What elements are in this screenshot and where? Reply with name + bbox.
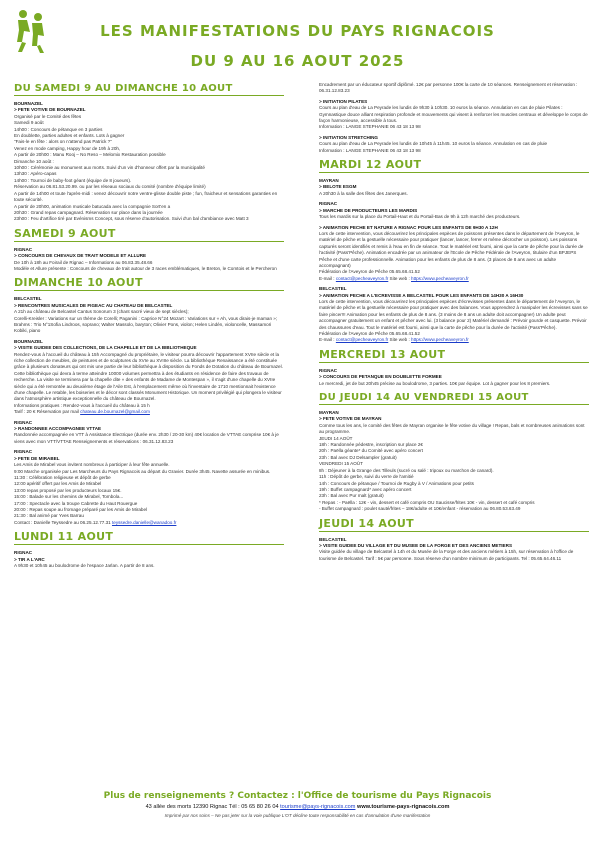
event-location: MAYRAN [319,178,339,184]
event-text-line: JEUDI 14 AOÛT [319,435,353,441]
event-location: BOURNAZEL [14,338,43,344]
website-link[interactable]: https://www.pecheaveyron.fr [411,337,469,343]
event-text-line: A 20h30 à la salle des fêtes des Janerques. [319,190,408,196]
event-text-line: 20h30 : Grand repas campagnard. Réservation sur place dans la journée [14,209,163,215]
event-block [14,550,284,569]
event-text-line: 21:30 : Bal animé par Yves Barrau [14,513,84,519]
footer [0,790,595,820]
email-link[interactable]: contact@pecheaveyron.fr [335,275,389,281]
event-block [14,296,284,334]
event-text-line: Tous les mardis sur la place du Portail-Haut et du Portail-Bas de 9h à 12h marché des producteurs. [319,214,521,220]
event-text-line: Dimanche 10 août : [14,158,54,164]
contact-label: Tarif : 20 € Réservation par mail [14,409,81,415]
event-text-line: Corelli-Kreisler : Variations sur un thème de Corelli; Paganini : Caprice N°24 Mozart : Variations sur « Ah, vous dirais-je maman »; [14,315,278,321]
event-text-line: A 9h30 et 10h45 au boulodrome de l'espace Jarlan. A partir de 8 ans. [14,562,155,568]
section-heading: JEUDI 14 AOUT [319,517,589,532]
event-contact-line [14,409,284,415]
event-location: RIGNAC [14,449,33,455]
event-block [319,537,589,563]
section-heading: DU JEUDI 14 AU VENDREDI 15 AOUT [319,391,589,405]
event-block [319,178,589,197]
section-heading: DIMANCHE 10 AOUT [14,276,284,291]
event-text-line: Visite guidée du village de Belcastel à 14h et du Musée de la Forge et des anciens métiers à 15h, sur réservation à l'office de tourisme de Belcastel. Tarif : 5€ par personne. Sous réserve d'un nombre minimum de participants. Tel : 05.65.64.46.11 [319,549,574,561]
event-text-line: Information : LANGE STEPHANIE 06 43 18 13 98 [319,124,421,130]
event-title: > FETE VOTIVE DE MAYRAN [319,416,382,422]
event-text-line: 13h30 : Apéro-capas [14,171,57,177]
event-text-line: Fédération de l'Aveyron de Pêche 05.65.68.41.52 [319,269,420,275]
event-title: > FETE DE MIRABEL [14,455,60,461]
event-title: > ANIMATION PECHE ET NATURE A RIGNAC POUR LES ENFANTS DE 9H30 A 12H [319,224,498,230]
footer-disclaimer: Imprimé par nos soins – Ne pas jeter sur la voie publique L'OT décline toute responsabilité en cas d'annulation d'une manifestation [164,813,431,818]
event-text-line: 14h : Concours de pétanque / Tournoi de Rugby à V / Animations pour petits [319,480,474,486]
email-link[interactable]: contact@pecheaveyron.fr [335,337,389,343]
footer-website[interactable]: www.tourisme-pays-rignacois.com [355,804,450,810]
event-text-line: 9:00 Marche organisée par Les Marcheurs du Pays Rignacois au départ du Gravier. Durée 3h45. Navette assurée en minibus. [14,468,271,474]
event-contact-line [14,520,284,526]
event-block [319,201,589,220]
event-text-line: 10h00 : Cérémonie au monument aux morts. Suivi d'un vin d'honneur offert par la municipalité [14,165,205,171]
event-text-line: 11h : Dépôt de gerbe, suivi du verre de l'amitié [319,474,414,480]
event-text-line: Informations pratiques : Rendez-vous à l'accueil du château à 15 h [14,402,150,408]
event-text-line: Réservation au 06.81.53.20.99. ou par les réseaux sociaux du comité (nombre d'équipe limité) [14,184,206,190]
event-block [14,339,284,416]
email-link[interactable]: chateau.de.bournazel@gmail.com [80,409,150,415]
event-title: > VISITE GUIDEE DES COLLECTIONS, DE LA CHAPELLE ET DE LA BIBLIOTHEQUE [14,345,197,351]
event-location: RIGNAC [14,419,33,425]
event-text-line: Randonnée accompagnée en VTT à Assistance Electrique (durée env. 2h30 / 20-30 km) 40€ location de VTTAE comprise 10€ à je viens avec mon VTT/VTTAE Renseignements et réservations : 06.31.12.83.23 [14,432,279,444]
event-block [319,225,589,283]
event-text-line: 19h : Buffet campagnard* avec apéro concert [319,486,412,492]
event-title: > CONCOURS DE CHEVAUX DE TRAIT MODELE ET ALLURE [14,253,147,259]
event-text-line: 18h : Randonnée pédestre, inscription sur place 2€ [319,442,423,448]
event-title: > RENCONTRES MUSICALES DE FIGEAC AU CHATEAU DE BELCASTEL [14,302,173,308]
event-text-line: Samedi 9 août [14,120,44,126]
event-location: RIGNAC [319,367,338,373]
event-text-line: Les Amis de Mirabel vous invitent nombreux à participer à leur fête annuelle. [14,462,170,468]
event-title: > INITIATION STRETCHING [319,134,378,140]
contact-label: Contact : Danielle Teyssedre au 06.25.12.77.31 [14,519,112,525]
event-text-line: En doublette, parties adultes et enfants. Lots à gagner [14,133,125,139]
event-block [319,410,589,513]
event-text-line: A 21h au château de Belcastel Cantus Sonorum 3 (chant sacré vieux de sept siècles); [14,309,189,315]
event-block [319,82,589,95]
event-title: > MARCHE DE PRODUCTEURS LES MARDIS [319,207,418,213]
event-location: BELCASTEL [14,296,42,302]
event-text-line: 23h : Bal avec Pur malt (gratuit) [319,493,384,499]
event-text-line: 8h : Déjeuner à la Grange des Tilleuls (sucré ou salé : tripoux ou marchon de canard). [319,467,494,473]
event-text-line: Organisé par le Comité des fêtes [14,113,82,119]
event-text-line: A partir de 20h00 : Manu Rooj – No Reso – Melomix Restauration possible [14,152,166,158]
event-text-line: "Fais-le en fête : alors on n'attend pas Patrick ?" [14,139,112,145]
event-text-line: Cours au plan d'eau de La Peyrade les lundis de 9h30 à 10h30. 10 euros la séance. Annulation en cas de pluie Pilates : Gymnastique douce alliant respiration profonde et mouvements qui visent à renforcer les muscles centraux et développe le corps de façon harmonieuse, accessible à tous. [319,105,588,124]
email-label: E-mail : [319,337,336,343]
section-heading: MERCREDI 13 AOUT [319,348,589,363]
website-label: Site web : [388,337,412,343]
event-block [14,247,284,273]
event-location: RIGNAC [319,201,338,207]
event-block [14,449,284,526]
event-location: RIGNAC [14,246,33,252]
event-text-line: Cours au plan d'eau de La Peyrade les lundis de 10h45 à 11h45. 10 euros la séance. Annulation en cas de pluie [319,141,548,147]
event-text-line: 13:00 repas proposé par les producteurs locaux 15€. [14,487,122,493]
page-title: LES MANIFESTATIONS DU PAYS RIGNACOIS [100,22,495,40]
event-text-line: 17:00 : Spectacle avec la troupe Cabrette du Haut Rouergue [14,500,138,506]
section-heading: SAMEDI 9 AOUT [14,227,284,242]
event-text-line: Le mercredi, jet de but 20h45 précise au boulodrome, 3 parties. 10€ par équipe. Lot à gagner pour les 8 premiers. [319,380,551,386]
event-text-line: Brahms : Trio N°1Sofia Lindroos, soprano; Walter Massolo, baryton; Olivier Pons, violon; Helen Lindén, violoncelle, Massamori Kobiki, piano [14,321,272,334]
event-block [319,135,589,154]
event-block [319,99,589,131]
event-title: > ANIMATION PECHE A L'ECREVISSE A BELCASTEL POUR LES ENFANTS DE 14H30 A 16H30 [319,292,524,298]
event-title: > BELOTE ESGM [319,184,357,190]
page-subtitle-dates: DU 9 AU 16 AOUT 2025 [190,52,405,70]
event-text-line: Encadrement par un éducateur sportif diplômé. 12€ par personne 100€ la carte de 10 séances. Renseignement et réservation : 06.31.12.83.23 [319,82,578,94]
section-heading: LUNDI 11 AOUT [14,530,284,545]
event-text-line: 20h : Paëlla géante* du Comité avec apéro concert [319,448,423,454]
event-text-line: 14h00 : Concours de pétanque en 3 parties [14,126,103,132]
event-text-line: - Buffet campagnard : poulet sauté/frites – 18€/adulte et 10€/enfant - réservation au 06.80.53.63.49 [319,506,521,512]
event-location: BOURNAZEL [14,101,43,106]
event-text-line: 14h00 : Tournoi de baby-foot géant (équipe de 8 joueurs). [14,177,132,183]
event-location: BELCASTEL [319,286,347,292]
event-block [14,420,284,446]
event-text-line: Lors de cette intervention, vous découvrirez les principales espèces de poissons présentes dans le département de l'Aveyron, le matériel de pêche et la gestuelle nécessaire pour pratiquer (lancer, lancer, ferrer et même décrocher un poisson). Les poissons capturés seront identifiés et remis à l'eau en fin de séance. Tout le matériel est fourni, ainsi que la carte de pêche pour la durée de l'activité (Pass'Pêche). Animation encadrée par un animateur de l'Ecole de Pêche Fédérale de l'Aveyron, titulaire d'un BPJEPS Pêche et d'une carte professionnelle. Animation pour les enfants de plus de 8 ans. (3 places de 8 ans avec un adulte accompagnant) [319,230,584,268]
event-block [319,368,589,387]
section-heading: DU SAMEDI 9 AU DIMANCHE 10 AOUT [14,82,284,96]
event-text-line: Rendez-vous à l'accueil du château à 15h Accompagné du propriétaire, le visiteur pourra découvrir l'appartement XVIIe siècle et la riche collection de meubles, de peintures et de sculptures du XVIe au XVIIIe siècle. La bibliothèque Renaissance a été constituée grâce à plusieurs donateurs qui ont mis une partie de leur bibliothèque à disposition du Fonds de Dotation du château de Bournazel. Cette bibliothèque qui devra à terme atteindre 10000 volumes permettra à des étudiants en résidence de faire des travaux de recherche. La visite se terminera par la chapelle dite « des enfants de Madame de Montespan », il s'agit d'une chapelle du XVIIe siècle qui a été remontée au deuxième étage de l'Aile Est, à l'emplacement même où l'inventaire de 1710 mentionnait l'existence d'une chapelle. Le retable, les boiseries et le décor sont classés Monument Historique. Un moment privilégié qui plongera le visiteur dans l'atmosphère artistique exceptionnelle du château de Bournazel. [14,351,283,402]
left-column [14,82,284,573]
event-text-line: Venez en mode camping, Happy hour de 19h à 20h, [14,145,121,151]
website-label: Site web : [388,275,412,281]
event-text-line: Information : LANGE STEPHANIE 06 43 18 13 98 [319,147,421,153]
event-contact-line [319,337,589,343]
footer-address: 43 allée des morts 12390 Rignac Tél : 05 65 80 26 04 [145,804,281,810]
event-text-line: 15:00 : Balade sur les chemins de Mirabel, Tombola... [14,494,124,500]
event-title: > RANDONNEE ACCOMPAGNEE VTTAE [14,426,102,432]
event-text-line: 20:00 : Repas soupe au fromage préparé par les Amis de Mirabel [14,506,148,512]
event-block [319,286,589,344]
event-title: > INITIATION PILATES [319,98,368,104]
event-text-line: Comme tous les ans, le comité des fêtes de Mayran organise le fête votive du village ! Repas, bals et nombreuses animations sont au programme. [319,422,585,435]
event-location: MAYRAN [319,410,339,416]
footer-contact [0,803,595,812]
event-text-line: Modèle et Allure présente : Concours de chevaux de trait autour de 3 races emblématiques, le Breton, le Comtois et le Percheron [14,265,277,271]
event-text-line: 11:30 : Célébration religieuse et dépôt de gerbe [14,474,111,480]
event-text-line: De 10h à 18h au Foirail de Rignac – Informations au 06.83.35.48.66 [14,259,153,265]
event-text-line: Fédération de l'Aveyron de Pêche 05.65.68.41.52 [319,331,420,336]
right-column [319,82,589,566]
email-link[interactable]: teyssedre.danielle@wanadoo.fr [111,519,177,525]
event-text-line: VENDREDI 15 AOÛT [319,461,363,467]
event-location: BELCASTEL [319,536,347,542]
event-text-line: 23h : Bal avec DJ Delsampler (gratuit) [319,454,397,460]
event-block [14,101,284,223]
event-text-line: 12:00 apéritif offert par les Amis de Mirabel [14,481,102,487]
event-title: > CONCOURS DE PETANQUE EN DOUBLETTE FORMEE [319,374,442,380]
event-text-line: A partir de 20h00, animation musicale batucada avec la compagnie Sort'en a [14,203,171,209]
event-text-line: 23h00 : Feu d'artifice tiré par Evénisms Concept, sous réserve d'autorisation. Suivi d'un bal d'ambiance avec Matt 3 [14,216,249,222]
event-title: > FETE VOTIVE DE BOURNAZEL [14,107,86,113]
email-label: E-mail : [319,275,336,281]
event-text-line: A partir de 14h00 et toute l'après-midi : venez découvrir notre ventre-glisse double piste ; fun, fraicheur et sensations garanties en toute sécurité. [14,190,278,203]
event-location: RIGNAC [14,550,33,556]
event-text-line: Lors de cette intervention, vous découvrirez les principales espèces d'écrevisses présentes dans le département de l'Aveyron, le matériel de pêche et la gestuelle nécessaire pour pratiquer avec des balances. Vous apprendrez à manipuler les écrevisses sans se faire pincer!!! Animation pour les enfants de plus de 8 ans. (3 moins de 8 ans un adulte doit accompagner) Un adulte peut accompagner gratuitement un enfant et pêcher avec lui. (3 balance pour 2) Matériel demandé : Prévoir gourde et casquette. Prévoir des chaussures d'eau. Tout le matériel est fourni, ainsi que la carte de pêche pour la durée de l'activité (Pass'Pêche). [319,298,588,330]
footer-email-link[interactable]: tourisme@pays-rignacois.com [280,804,356,810]
footer-title: Plus de renseignements ? Contactez : l'Office de tourisme du Pays Rignacois [103,791,492,801]
event-text-line: * Repas : - Paëlla : 12€ - vin, dessert et café compris OU Saucisse/frites 10€ - vin, dessert et café compris [319,499,535,505]
section-heading: MARDI 12 AOUT [319,158,589,173]
website-link[interactable]: https://www.pecheaveyron.fr [411,275,469,281]
event-contact-line [319,276,589,282]
event-title: > VISITE GUIDEE DU VILLAGE ET DU MUSEE DE LA FORGE ET DES ANCIENS METIERS [319,542,513,548]
event-title: > TIR A L'ARC [14,556,45,562]
